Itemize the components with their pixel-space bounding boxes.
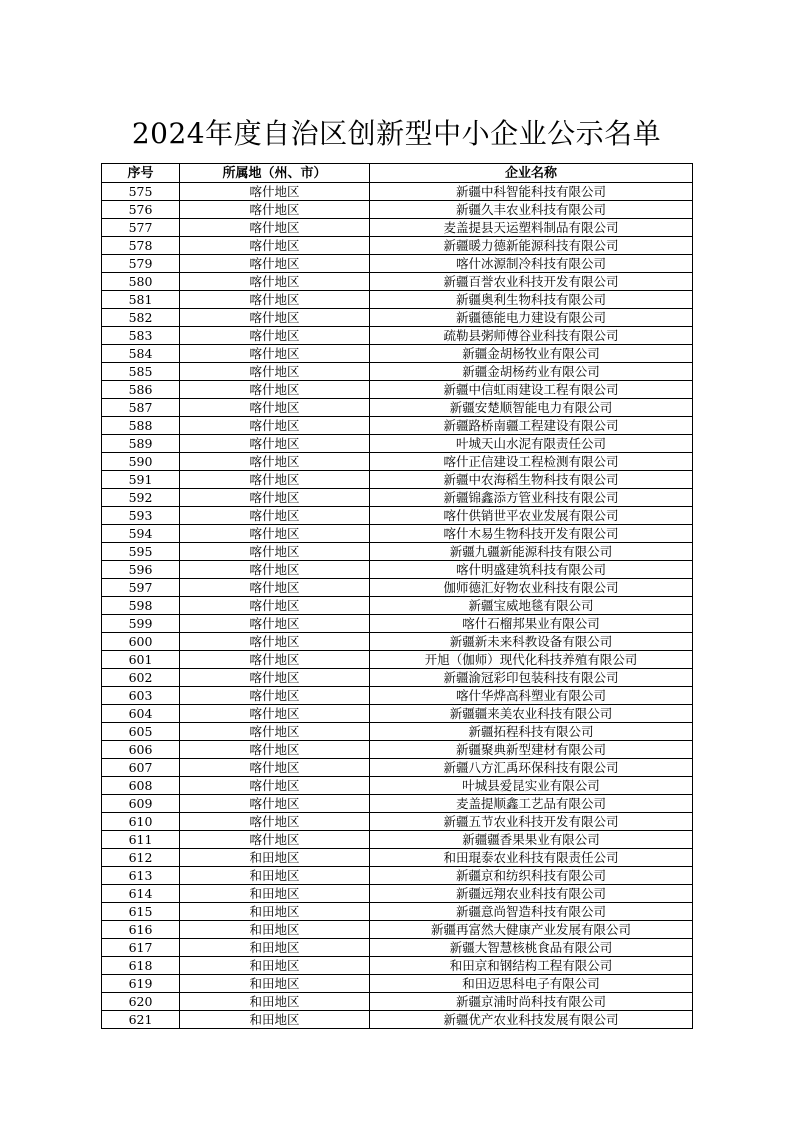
cell-serial-number: 613 — [102, 867, 180, 885]
cell-region: 喀什地区 — [180, 687, 370, 705]
cell-enterprise-name: 新疆奥利生物科技有限公司 — [370, 291, 693, 309]
cell-region: 喀什地区 — [180, 543, 370, 561]
cell-region: 喀什地区 — [180, 777, 370, 795]
enterprise-table — [101, 163, 693, 1029]
table-row — [102, 255, 693, 273]
table-row — [102, 201, 693, 219]
cell-serial-number: 599 — [102, 615, 180, 633]
cell-region: 喀什地区 — [180, 795, 370, 813]
cell-region: 和田地区 — [180, 885, 370, 903]
cell-enterprise-name: 麦盖提顺鑫工艺品有限公司 — [370, 795, 693, 813]
cell-enterprise-name: 新疆京和纺织科技有限公司 — [370, 867, 693, 885]
cell-enterprise-name: 新疆中农海稻生物科技有限公司 — [370, 471, 693, 489]
cell-enterprise-name: 喀什石榴邦果业有限公司 — [370, 615, 693, 633]
table-row — [102, 867, 693, 885]
cell-region: 和田地区 — [180, 849, 370, 867]
cell-serial-number: 615 — [102, 903, 180, 921]
table-row — [102, 705, 693, 723]
cell-enterprise-name: 新疆新未来科教设备有限公司 — [370, 633, 693, 651]
cell-enterprise-name: 喀什华烨高科塑业有限公司 — [370, 687, 693, 705]
table-row — [102, 219, 693, 237]
cell-serial-number: 588 — [102, 417, 180, 435]
table-row — [102, 849, 693, 867]
cell-region: 喀什地区 — [180, 219, 370, 237]
table-row — [102, 183, 693, 201]
page-title: 2024年度自治区创新型中小企业公示名单 — [131, 117, 662, 150]
table-row — [102, 975, 693, 993]
cell-serial-number: 592 — [102, 489, 180, 507]
header-enterprise-name: 企业名称 — [370, 164, 693, 183]
cell-enterprise-name: 喀什供销世平农业发展有限公司 — [370, 507, 693, 525]
cell-serial-number: 601 — [102, 651, 180, 669]
cell-region: 喀什地区 — [180, 399, 370, 417]
cell-region: 喀什地区 — [180, 255, 370, 273]
cell-region: 喀什地区 — [180, 489, 370, 507]
table-row — [102, 435, 693, 453]
cell-region: 喀什地区 — [180, 525, 370, 543]
cell-region: 喀什地区 — [180, 813, 370, 831]
table-row — [102, 345, 693, 363]
cell-serial-number: 582 — [102, 309, 180, 327]
cell-region: 喀什地区 — [180, 831, 370, 849]
table-row — [102, 453, 693, 471]
cell-enterprise-name: 新疆金胡杨药业有限公司 — [370, 363, 693, 381]
cell-enterprise-name: 开旭（伽师）现代化科技养殖有限公司 — [370, 651, 693, 669]
table-row — [102, 543, 693, 561]
cell-serial-number: 595 — [102, 543, 180, 561]
header-serial-number: 序号 — [102, 164, 180, 183]
cell-serial-number: 612 — [102, 849, 180, 867]
cell-serial-number: 600 — [102, 633, 180, 651]
cell-region: 喀什地区 — [180, 741, 370, 759]
cell-serial-number: 585 — [102, 363, 180, 381]
cell-region: 喀什地区 — [180, 633, 370, 651]
cell-enterprise-name: 新疆锦鑫添方管业科技有限公司 — [370, 489, 693, 507]
cell-region: 喀什地区 — [180, 471, 370, 489]
table-row — [102, 471, 693, 489]
cell-region: 和田地区 — [180, 903, 370, 921]
cell-serial-number: 577 — [102, 219, 180, 237]
cell-serial-number: 610 — [102, 813, 180, 831]
table-body — [102, 183, 693, 1029]
table-row — [102, 687, 693, 705]
cell-enterprise-name: 疏勒县粥师傅谷业科技有限公司 — [370, 327, 693, 345]
cell-serial-number: 621 — [102, 1011, 180, 1029]
cell-region: 和田地区 — [180, 975, 370, 993]
cell-serial-number: 617 — [102, 939, 180, 957]
cell-enterprise-name: 新疆八方汇禹环保科技有限公司 — [370, 759, 693, 777]
cell-serial-number: 589 — [102, 435, 180, 453]
table-row — [102, 741, 693, 759]
table-header-row — [102, 164, 693, 183]
cell-region: 喀什地区 — [180, 201, 370, 219]
cell-serial-number: 590 — [102, 453, 180, 471]
table-row — [102, 669, 693, 687]
cell-region: 喀什地区 — [180, 435, 370, 453]
table-row — [102, 381, 693, 399]
table-row — [102, 597, 693, 615]
cell-enterprise-name: 新疆大智慧核桃食品有限公司 — [370, 939, 693, 957]
cell-serial-number: 584 — [102, 345, 180, 363]
cell-enterprise-name: 新疆再富然大健康产业发展有限公司 — [370, 921, 693, 939]
cell-region: 喀什地区 — [180, 615, 370, 633]
cell-enterprise-name: 新疆路桥南疆工程建设有限公司 — [370, 417, 693, 435]
table-row — [102, 777, 693, 795]
cell-serial-number: 579 — [102, 255, 180, 273]
table-row — [102, 525, 693, 543]
cell-serial-number: 620 — [102, 993, 180, 1011]
cell-serial-number: 619 — [102, 975, 180, 993]
table-row — [102, 615, 693, 633]
table-row — [102, 831, 693, 849]
cell-region: 喀什地区 — [180, 561, 370, 579]
table-row — [102, 651, 693, 669]
cell-enterprise-name: 新疆久丰农业科技有限公司 — [370, 201, 693, 219]
cell-enterprise-name: 新疆德能电力建设有限公司 — [370, 309, 693, 327]
cell-enterprise-name: 新疆优产农业科技发展有限公司 — [370, 1011, 693, 1029]
table-row — [102, 237, 693, 255]
cell-enterprise-name: 新疆疆来美农业科技有限公司 — [370, 705, 693, 723]
cell-enterprise-name: 新疆中信虹雨建设工程有限公司 — [370, 381, 693, 399]
cell-region: 喀什地区 — [180, 237, 370, 255]
cell-serial-number: 591 — [102, 471, 180, 489]
cell-enterprise-name: 新疆安楚顺智能电力有限公司 — [370, 399, 693, 417]
cell-region: 喀什地区 — [180, 507, 370, 525]
table-row — [102, 363, 693, 381]
table-row — [102, 579, 693, 597]
cell-region: 喀什地区 — [180, 183, 370, 201]
cell-enterprise-name: 新疆渝冠彩印包装科技有限公司 — [370, 669, 693, 687]
cell-serial-number: 602 — [102, 669, 180, 687]
header-region: 所属地（州、市） — [180, 164, 370, 183]
cell-serial-number: 575 — [102, 183, 180, 201]
cell-region: 喀什地区 — [180, 705, 370, 723]
table-row — [102, 957, 693, 975]
cell-serial-number: 604 — [102, 705, 180, 723]
table-row — [102, 903, 693, 921]
cell-enterprise-name: 新疆聚典新型建材有限公司 — [370, 741, 693, 759]
cell-serial-number: 614 — [102, 885, 180, 903]
cell-serial-number: 603 — [102, 687, 180, 705]
cell-region: 喀什地区 — [180, 723, 370, 741]
table-row — [102, 327, 693, 345]
cell-enterprise-name: 叶城县爱昆实业有限公司 — [370, 777, 693, 795]
cell-serial-number: 593 — [102, 507, 180, 525]
cell-enterprise-name: 新疆意尚智造科技有限公司 — [370, 903, 693, 921]
cell-enterprise-name: 麦盖提县天运塑料制品有限公司 — [370, 219, 693, 237]
cell-serial-number: 598 — [102, 597, 180, 615]
cell-region: 和田地区 — [180, 921, 370, 939]
cell-region: 和田地区 — [180, 993, 370, 1011]
cell-region: 喀什地区 — [180, 597, 370, 615]
cell-region: 喀什地区 — [180, 309, 370, 327]
cell-region: 和田地区 — [180, 1011, 370, 1029]
cell-serial-number: 611 — [102, 831, 180, 849]
cell-region: 喀什地区 — [180, 651, 370, 669]
cell-enterprise-name: 新疆疆香果果业有限公司 — [370, 831, 693, 849]
cell-serial-number: 609 — [102, 795, 180, 813]
cell-serial-number: 586 — [102, 381, 180, 399]
table-row — [102, 561, 693, 579]
table-row — [102, 489, 693, 507]
cell-enterprise-name: 喀什冰源制冷科技有限公司 — [370, 255, 693, 273]
cell-serial-number: 605 — [102, 723, 180, 741]
cell-enterprise-name: 新疆京浦时尚科技有限公司 — [370, 993, 693, 1011]
cell-region: 喀什地区 — [180, 579, 370, 597]
cell-serial-number: 580 — [102, 273, 180, 291]
cell-enterprise-name: 和田京和钢结构工程有限公司 — [370, 957, 693, 975]
cell-serial-number: 608 — [102, 777, 180, 795]
cell-region: 喀什地区 — [180, 759, 370, 777]
table-row — [102, 1011, 693, 1029]
table-row — [102, 273, 693, 291]
cell-enterprise-name: 和田迈思科电子有限公司 — [370, 975, 693, 993]
cell-serial-number: 597 — [102, 579, 180, 597]
table-row — [102, 921, 693, 939]
cell-enterprise-name: 新疆百誉农业科技开发有限公司 — [370, 273, 693, 291]
cell-region: 和田地区 — [180, 867, 370, 885]
cell-enterprise-name: 新疆金胡杨牧业有限公司 — [370, 345, 693, 363]
cell-enterprise-name: 新疆九疆新能源科技有限公司 — [370, 543, 693, 561]
table-row — [102, 291, 693, 309]
cell-serial-number: 607 — [102, 759, 180, 777]
cell-enterprise-name: 新疆远翔农业科技有限公司 — [370, 885, 693, 903]
cell-serial-number: 618 — [102, 957, 180, 975]
table-row — [102, 813, 693, 831]
table-row — [102, 633, 693, 651]
cell-enterprise-name: 新疆中科智能科技有限公司 — [370, 183, 693, 201]
table-row — [102, 507, 693, 525]
cell-region: 喀什地区 — [180, 453, 370, 471]
cell-enterprise-name: 喀什正信建设工程检测有限公司 — [370, 453, 693, 471]
table-row — [102, 993, 693, 1011]
cell-enterprise-name: 新疆拓程科技有限公司 — [370, 723, 693, 741]
cell-enterprise-name: 和田琨泰农业科技有限责任公司 — [370, 849, 693, 867]
cell-region: 喀什地区 — [180, 345, 370, 363]
cell-serial-number: 606 — [102, 741, 180, 759]
cell-enterprise-name: 喀什木易生物科技开发有限公司 — [370, 525, 693, 543]
cell-enterprise-name: 叶城天山水泥有限责任公司 — [370, 435, 693, 453]
cell-serial-number: 594 — [102, 525, 180, 543]
cell-serial-number: 587 — [102, 399, 180, 417]
cell-enterprise-name: 新疆五节农业科技开发有限公司 — [370, 813, 693, 831]
cell-enterprise-name: 喀什明盛建筑科技有限公司 — [370, 561, 693, 579]
cell-enterprise-name: 新疆宝威地毯有限公司 — [370, 597, 693, 615]
table-row — [102, 399, 693, 417]
cell-enterprise-name: 新疆暖力德新能源科技有限公司 — [370, 237, 693, 255]
cell-region: 喀什地区 — [180, 291, 370, 309]
table-row — [102, 723, 693, 741]
table-row — [102, 417, 693, 435]
table-row — [102, 885, 693, 903]
cell-region: 喀什地区 — [180, 327, 370, 345]
cell-region: 和田地区 — [180, 957, 370, 975]
table-row — [102, 939, 693, 957]
cell-region: 喀什地区 — [180, 381, 370, 399]
cell-serial-number: 596 — [102, 561, 180, 579]
cell-enterprise-name: 伽师德汇好物农业科技有限公司 — [370, 579, 693, 597]
cell-serial-number: 581 — [102, 291, 180, 309]
table-row — [102, 759, 693, 777]
cell-serial-number: 616 — [102, 921, 180, 939]
cell-serial-number: 578 — [102, 237, 180, 255]
table-row — [102, 795, 693, 813]
table-row — [102, 309, 693, 327]
cell-region: 和田地区 — [180, 939, 370, 957]
cell-region: 喀什地区 — [180, 417, 370, 435]
cell-region: 喀什地区 — [180, 363, 370, 381]
cell-serial-number: 583 — [102, 327, 180, 345]
cell-region: 喀什地区 — [180, 669, 370, 687]
cell-region: 喀什地区 — [180, 273, 370, 291]
cell-serial-number: 576 — [102, 201, 180, 219]
